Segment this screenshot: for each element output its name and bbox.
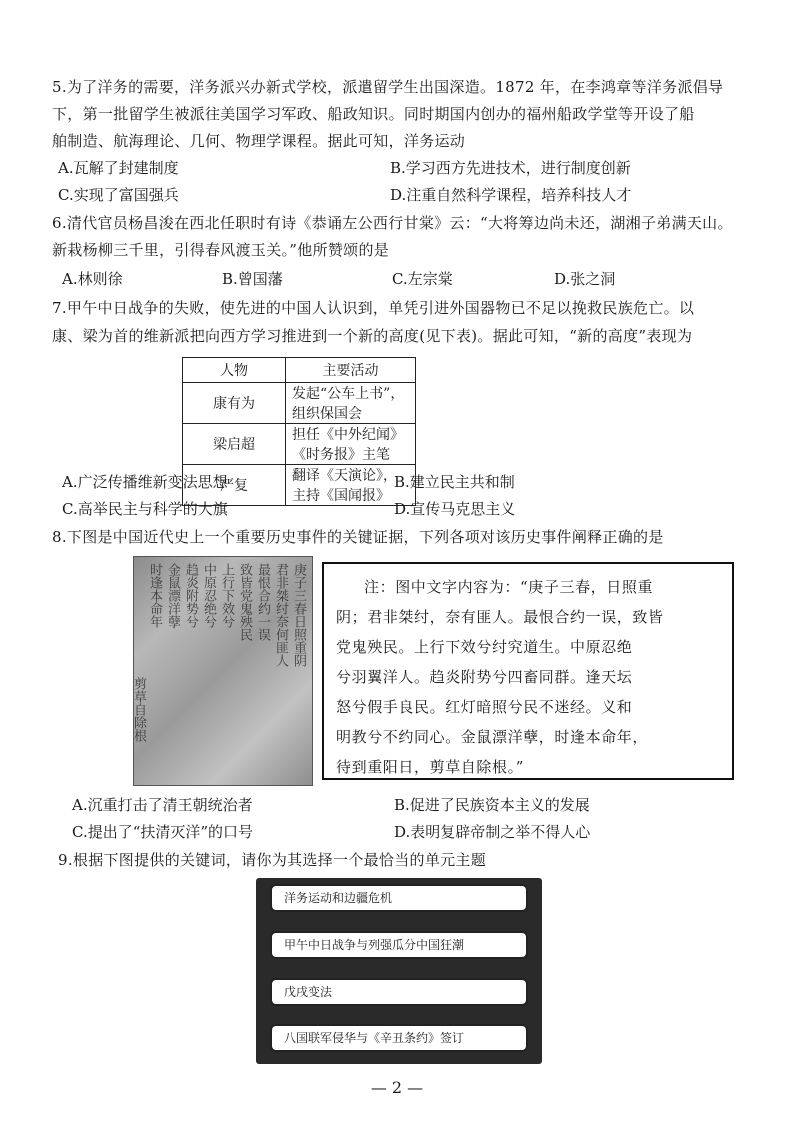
q6-line-1: 6.清代官员杨昌浚在西北任职时有诗《恭诵左公西行甘棠》云：“大将筹边尚未还，湖湘子弟满天山。 bbox=[52, 214, 733, 232]
keyword-box: 戊戌变法 bbox=[270, 978, 528, 1006]
q7-option-b[interactable]: B.建立民主共和制 bbox=[394, 473, 515, 491]
q8-option-c[interactable]: C.提出了“扶清灭洋”的口号 bbox=[72, 823, 254, 841]
table-cell-person: 梁启超 bbox=[183, 424, 286, 465]
photo-text-column: 君非桀纣奈何匪人 bbox=[273, 563, 288, 667]
q6-option-d[interactable]: D.张之洞 bbox=[554, 270, 616, 288]
photo-text-column: 时逢本命年 bbox=[147, 563, 162, 628]
photo-text-column: 金鼠漂洋孽 bbox=[165, 563, 180, 628]
photo-text-column: 最恨合约一误 bbox=[255, 563, 270, 641]
q8-line-1: 8.下图是中国近代史上一个重要历史事件的关键证据，下列各项对该历史事件阐释正确的是 bbox=[52, 528, 664, 546]
q8-option-b[interactable]: B.促进了民族资本主义的发展 bbox=[394, 796, 590, 814]
table-cell-activity: 发起“公车上书”，组织保国会 bbox=[286, 383, 416, 424]
q7-option-d[interactable]: D.宣传马克思主义 bbox=[394, 500, 516, 518]
photo-text-column: 趋炎附势兮 bbox=[183, 563, 198, 628]
keyword-box: 八国联军侵华与《辛丑条约》签订 bbox=[270, 1024, 528, 1052]
photo-text-column: 中原忍绝兮 bbox=[201, 563, 216, 628]
page-number: — 2 — bbox=[370, 1078, 424, 1097]
q5-option-d[interactable]: D.注重自然科学课程，培养科技人才 bbox=[390, 186, 632, 204]
table-header-activity: 主要活动 bbox=[286, 358, 416, 383]
keyword-box: 洋务运动和边疆危机 bbox=[270, 884, 528, 912]
photo-text-column: 庚子三春日照重阴 bbox=[291, 563, 306, 667]
table-header-person: 人物 bbox=[183, 358, 286, 383]
q5-option-a[interactable]: A.瓦解了封建制度 bbox=[58, 159, 179, 177]
keyword-box: 甲午中日战争与列强瓜分中国狂潮 bbox=[270, 931, 528, 959]
note-line: 待到重阳日，剪草自除根。” bbox=[336, 758, 524, 776]
q6-line-2: 新栽杨柳三千里，引得春风渡玉关。”他所赞颂的是 bbox=[52, 241, 390, 259]
photo-text-column: 致皆党鬼殃民 bbox=[237, 563, 252, 641]
table-header-row bbox=[183, 358, 416, 383]
q9-line-1: 9.根据下图提供的关键词，请你为其选择一个最恰当的单元主题 bbox=[58, 851, 487, 869]
table-row bbox=[183, 383, 416, 424]
q7-option-a[interactable]: A.广泛传播维新变法思想 bbox=[62, 473, 228, 491]
historical-document-photo bbox=[133, 556, 313, 786]
q7-option-c[interactable]: C.高举民主与科学的大旗 bbox=[62, 500, 228, 518]
note-line: 党鬼殃民。上行下效兮纣究道生。中原忍绝 bbox=[336, 638, 633, 656]
note-line: 阴；君非桀纣，奈有匪人。最恨合约一误，致皆 bbox=[336, 608, 664, 626]
photo-text-column: 剪草自除根 bbox=[131, 677, 146, 742]
q6-option-a[interactable]: A.林则徐 bbox=[62, 270, 123, 288]
q5-line-2: 下，第一批留学生被派往美国学习军政、船政知识。同时期国内创办的福州船政学堂等开设了船 bbox=[52, 105, 695, 123]
q8-option-d[interactable]: D.表明复辟帝制之举不得人心 bbox=[394, 823, 591, 841]
q6-option-b[interactable]: B.曾国藩 bbox=[222, 270, 283, 288]
q7-line-1: 7.甲午中日战争的失败，使先进的中国人认识到，单凭引进外国器物已不足以挽救民族危亡。以 bbox=[52, 299, 695, 317]
note-line: 明教兮不约同心。金鼠漂洋孽，时逢本命年， bbox=[336, 728, 649, 746]
table-row bbox=[183, 424, 416, 465]
table-cell-activity: 担任《中外纪闻》《时务报》主笔 bbox=[286, 424, 416, 465]
q7-line-2: 康、梁为首的维新派把向西方学习推进到一个新的高度(见下表)。据此可知，“新的高度”表现为 bbox=[52, 327, 693, 345]
q5-line-1: 5.为了洋务的需要，洋务派兴办新式学校，派遣留学生出国深造。1872 年，在李鸿章等洋务派倡导 bbox=[52, 78, 724, 96]
table-cell-activity: 翻译《天演论》，主持《国闻报》 bbox=[286, 465, 416, 506]
q6-option-c[interactable]: C.左宗棠 bbox=[392, 270, 453, 288]
note-line: 怒兮假手良民。红灯暗照兮民不迷经。义和 bbox=[336, 698, 633, 716]
note-line: 注：图中文字内容为：“庚子三春，日照重 bbox=[364, 578, 654, 596]
note-line: 兮羽翼洋人。趋炎附势兮四畜同群。逢天坛 bbox=[336, 668, 633, 686]
q8-note-box bbox=[322, 562, 734, 780]
q8-option-a[interactable]: A.沉重打击了清王朝统治者 bbox=[72, 796, 253, 814]
photo-text-column: 上行下效兮 bbox=[219, 563, 234, 628]
table-cell-person: 严复 bbox=[183, 465, 286, 506]
q5-line-3: 舶制造、航海理论、几何、物理学课程。据此可知，洋务运动 bbox=[52, 132, 466, 150]
q5-option-c[interactable]: C.实现了富国强兵 bbox=[58, 186, 179, 204]
table-cell-person: 康有为 bbox=[183, 383, 286, 424]
q5-option-b[interactable]: B.学习西方先进技术，进行制度创新 bbox=[390, 159, 631, 177]
